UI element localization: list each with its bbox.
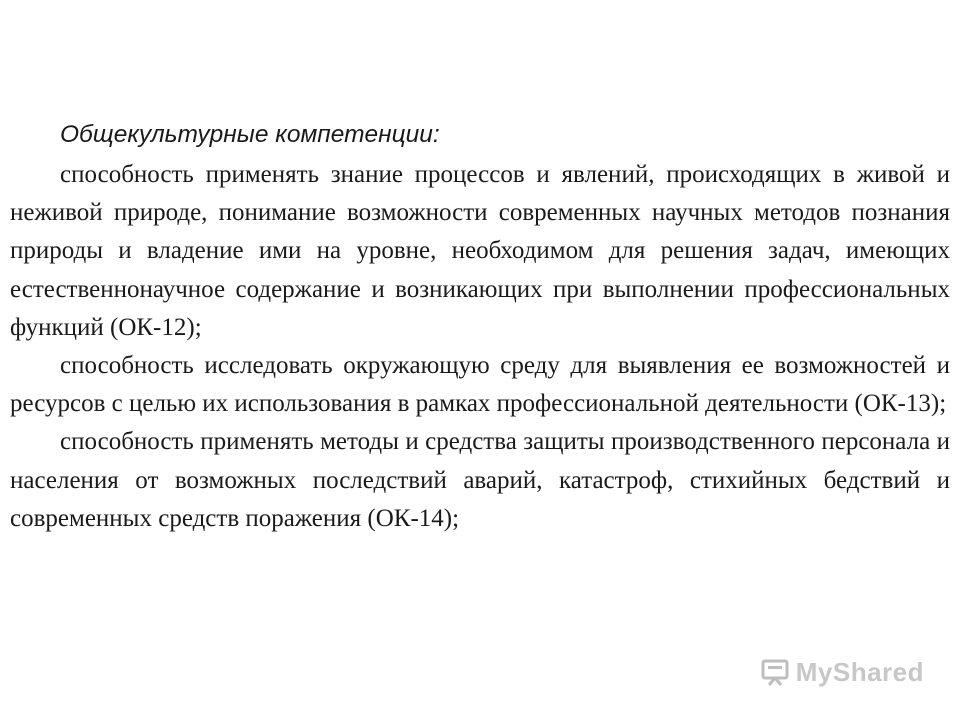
- document-body: [10, 116, 950, 538]
- watermark-text: MyShared: [795, 656, 924, 687]
- section-heading: Общекультурные компетенции:: [60, 121, 440, 148]
- competence-paragraph-ok-12: способность применять знание процессов и явлений, происходящих в живой и неживой природе, понимание возможности современных научных методов познания природы и владение ими на уровне, необходимом для решения задач, имеющих естественнонаучное содержание и возникающих при выполнении профессиональных функций (ОК-12);: [10, 161, 950, 341]
- competence-paragraph-ok-14: способность применять методы и средства защиты производственного персонала и населения от возможных последствий аварий, катастроф, стихийных бедствий и современных средств поражения (ОК-14);: [10, 428, 950, 532]
- competence-paragraph-ok-13: способность исследовать окружающую среду для выявления ее возможностей и ресурсов с целью их использования в рамках профессиональной деятельности (ОК-13);: [10, 352, 950, 418]
- watermark: [760, 652, 924, 692]
- presentation-board-icon: [760, 657, 790, 687]
